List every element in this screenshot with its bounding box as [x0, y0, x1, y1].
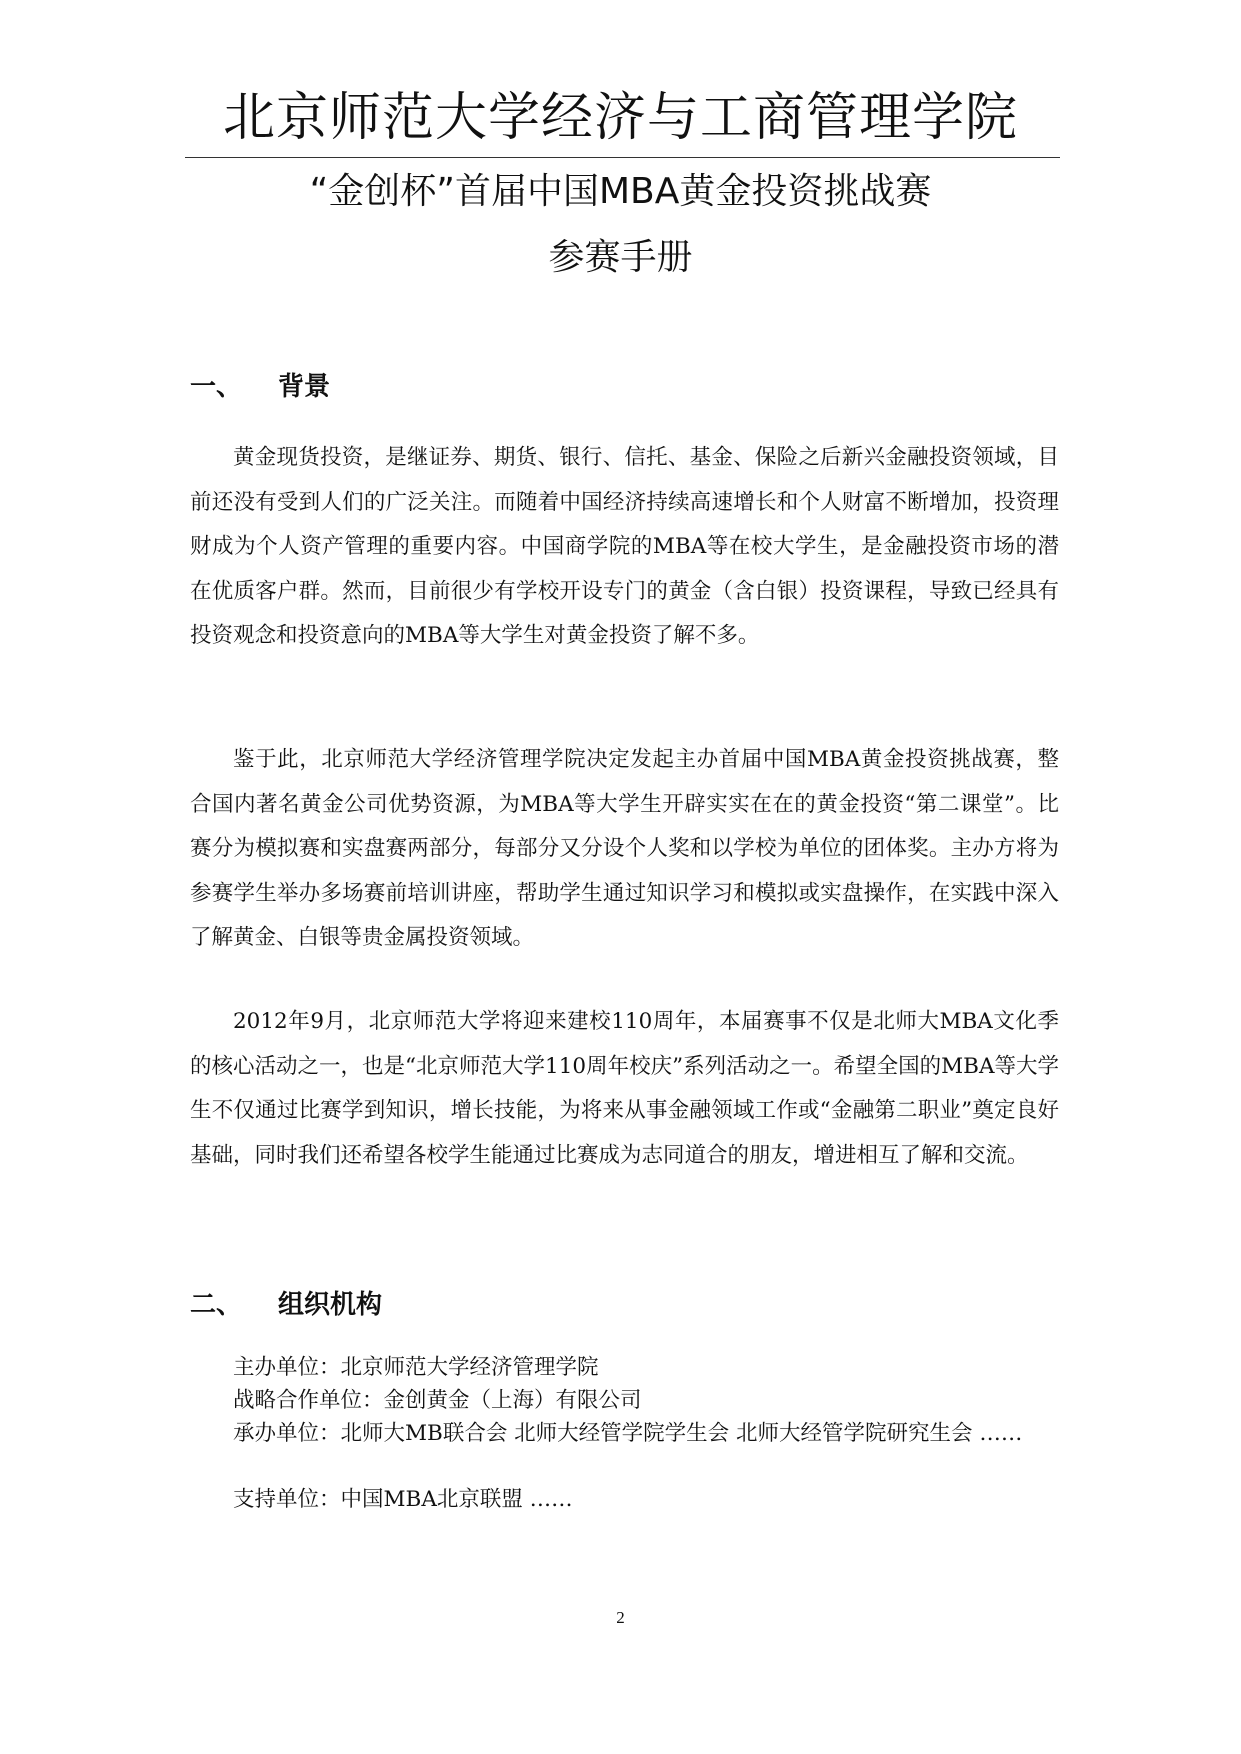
- section-title: 组织机构: [278, 1290, 383, 1320]
- section-number: 一、: [190, 372, 243, 402]
- handbook-title: 参赛手册: [548, 237, 693, 278]
- page-number: 2: [616, 1608, 625, 1627]
- org-item-strategic-partner: 战略合作单位：金创黄金（上海）有限公司: [233, 1388, 642, 1413]
- section-heading-background: [190, 370, 330, 404]
- section-heading-organization: [190, 1288, 382, 1322]
- background-paragraph: 黄金现货投资，是继证券、期货、银行、信托、基金、保险之后新兴金融投资领域，目前还没有受到人们的广泛关注。而随着中国经济持续高速增长和个人财富不断增加，投资理财成为个人资产管理的重要内容。中国商学院的MBA等在校大学生，是金融投资市场的潜在优质客户群。然而，目前很少有学校开设专门的黄金（含白银）投资课程，导致已经具有投资观念和投资意向的MBA等大学生对黄金投资了解不多。: [190, 445, 1059, 649]
- org-item-host: 主办单位：北京师范大学经济管理学院: [233, 1355, 599, 1380]
- section-number: 二、: [190, 1290, 243, 1320]
- org-item-supporter: 支持单位：中国MBA北京联盟 ……: [233, 1487, 573, 1512]
- background-paragraph: 鉴于此，北京师范大学经济管理学院决定发起主办首届中国MBA黄金投资挑战赛，整合国内著名黄金公司优势资源，为MBA等大学生开辟实实在在的黄金投资“第二课堂”。比赛分为模拟赛和实盘赛两部分，每部分又分设个人奖和以学校为单位的团体奖。主办方将为参赛学生举办多场赛前培训讲座，帮助学生通过知识学习和模拟或实盘操作，在实践中深入了解黄金、白银等贵金属投资领域。: [190, 747, 1059, 951]
- header-rule: [185, 157, 1060, 158]
- competition-title: “金创杯”首届中国MBA黄金投资挑战赛: [309, 171, 932, 212]
- institution-header: 北京师范大学经济与工商管理学院: [222, 88, 1018, 148]
- background-paragraph: 2012年9月，北京师范大学将迎来建校110周年，本届赛事不仅是北师大MBA文化季的核心活动之一，也是“北京师范大学110周年校庆”系列活动之一。希望全国的MBA等大学生不仅通过比赛学到知识，增长技能，为将来从事金融领域工作或“金融第二职业”奠定良好基础，同时我们还希望各校学生能通过比赛成为志同道合的朋友，增进相互了解和交流。: [190, 1009, 1059, 1168]
- section-title: 背景: [278, 372, 331, 402]
- org-item-organizer: 承办单位：北师大MB联合会 北师大经管学院学生会 北师大经管学院研究生会 ……: [233, 1421, 1023, 1446]
